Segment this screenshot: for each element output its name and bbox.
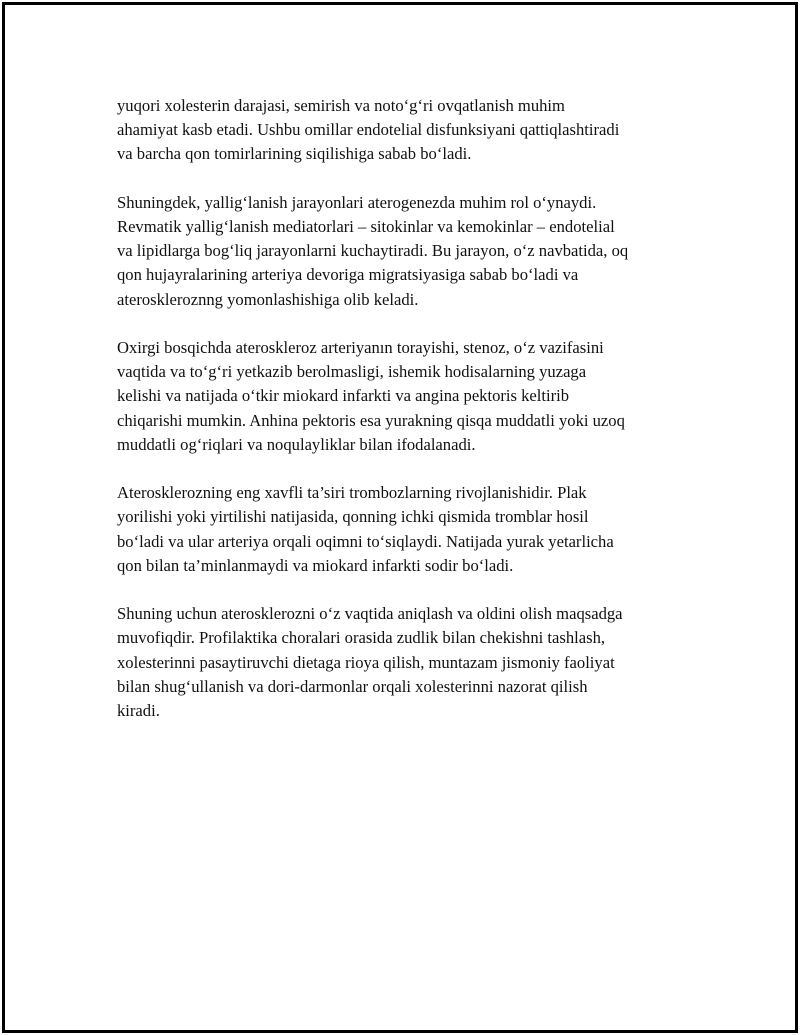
- paragraph-5: Shuning uchun aterosklerozni o‘z vaqtida aniqlash va oldini olish maqsadga muvofiqdir. Profilaktika choralari orasida zudlik bilan chekishni tashlash, xolesterinni pasaytiruvchi dietaga rioya qilish, muntazam jismoniy faoliyat bilan shug‘ullanish va dori-darmonlar orqali xolesterinni nazorat qilish kiradi.: [117, 604, 623, 721]
- paragraph-3: Oxirgi bosqichda ateroskleroz arteriyanın torayishi, stenoz, o‘z vazifasini vaqtida va to‘g‘ri yetkazib berolmasligi, ishemik hodisalarning yuzaga kelishi va natijada o‘tkir miokard infarkti va angina pektoris keltirib chiqarishi mumkin. Anhina pektoris esa yurakning qisqa muddatli yoki uzoq muddatli og‘riqlari va noqulayliklar bilan ifodalanadi.: [117, 338, 625, 454]
- paragraph-4: Aterosklerozning eng xavfli ta’siri trombozlarning rivojlanishidir. Plak yorilishi yoki yirtilishi natijasida, qonning ichki qismida tromblar hosil bo‘ladi va ular arteriya orqali oqimni to‘siqlaydi. Natijada yurak yetarlicha qon bilan ta’minlanmaydi va miokard infarkti sodir bo‘ladi.: [117, 483, 614, 575]
- document-body: [117, 94, 697, 747]
- paragraph-2: Shuningdek, yallig‘lanish jarayonlari aterogenezda muhim rol o‘ynaydi. Revmatik yallig‘lanish mediatorlari – sitokinlar va kemokinlar – endotelial va lipidlarga bog‘liq jarayonlarni kuchaytiradi. Bu jarayon, o‘z navbatida, oq qon hujayralarining arteriya devoriga migratsiyasiga sabab bo‘ladi va ateroskleroznng yomonlashishiga olib keladi.: [117, 192, 629, 309]
- paragraph-1: yuqori xolesterin darajasi, semirish va noto‘g‘ri ovqatlanish muhim ahamiyat kasb etadi. Ushbu omillar endotelial disfunksiyani qattiqlashtiradi va barcha qon tomirlarining siqilishiga sabab bo‘ladi.: [117, 96, 620, 164]
